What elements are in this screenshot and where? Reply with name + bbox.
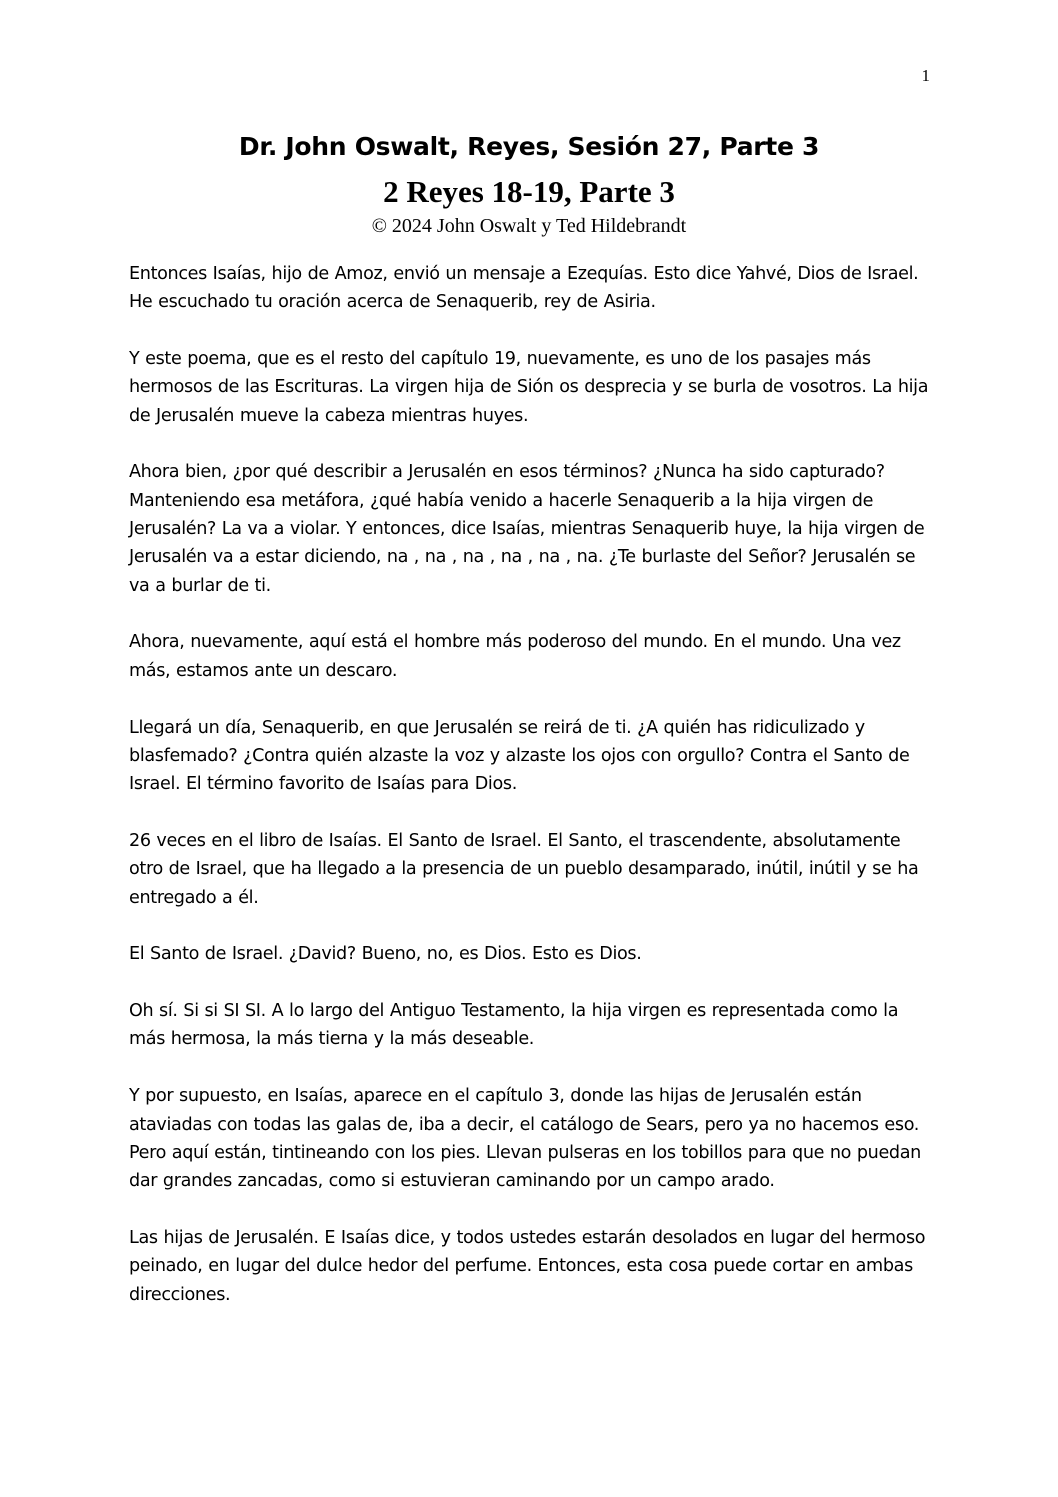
paragraph: Y este poema, que es el resto del capítulo 19, nuevamente, es uno de los pasajes más hermosos de las Escrituras. La virgen hija de Sión os desprecia y se burla de vosotros. La hija de Jerusalén mueve la cabeza mientras huyes. xyxy=(129,349,929,426)
transcript-body xyxy=(129,260,939,1337)
paragraph: Ahora bien, ¿por qué describir a Jerusalén en esos términos? ¿Nunca ha sido capturado? Manteniendo esa metáfora, ¿qué había venido a hacerle Senaquerib a la hija virgen de Jerusalén? La va a violar. Y entonces, dice Isaías, mientras Senaquerib huye, la hija virgen de Jerusalén va a estar diciendo, na , na , na , na , na , na. ¿Te burlaste del Señor? Jerusalén se va a burlar de ti. xyxy=(129,462,925,596)
paragraph: 26 veces en el libro de Isaías. El Santo de Israel. El Santo, el trascendente, absolutamente otro de Israel, que ha llegado a la presencia de un pueblo desamparado, inútil, inútil y se ha entregado a él. xyxy=(129,830,919,908)
document-title: Dr. John Oswalt, Reyes, Sesión 27, Parte 3 xyxy=(238,132,820,161)
paragraph: Entonces Isaías, hijo de Amoz, envió un mensaje a Ezequías. Esto dice Yahvé, Dios de Israel. He escuchado tu oración acerca de Senaquerib, rey de Asiria. xyxy=(129,264,919,313)
page-number: 1 xyxy=(921,66,930,85)
paragraph: El Santo de Israel. ¿David? Bueno, no, es Dios. Esto es Dios. xyxy=(129,944,642,965)
copyright-notice: © 2024 John Oswalt y Ted Hildebrandt xyxy=(371,215,687,237)
paragraph: Oh sí. Si si SI SI. A lo largo del Antiguo Testamento, la hija virgen es representada como la más hermosa, la más tierna y la más deseable. xyxy=(129,1001,899,1050)
paragraph: Y por supuesto, en Isaías, aparece en el capítulo 3, donde las hijas de Jerusalén están ataviadas con todas las galas de, iba a decir, el catálogo de Sears, pero ya no hacemos eso. Pero aquí están, tintineando con los pies. Llevan pulseras en los tobillos para que no puedan dar grandes zancadas, como si estuvieran caminando por un campo arado. xyxy=(129,1086,921,1192)
paragraph: Ahora, nuevamente, aquí está el hombre más poderoso del mundo. En el mundo. Una vez más, estamos ante un descaro. xyxy=(129,632,901,681)
paragraph: Las hijas de Jerusalén. E Isaías dice, y todos ustedes estarán desolados en lugar del hermoso peinado, en lugar del dulce hedor del perfume. Entonces, esta cosa puede cortar en ambas direcciones. xyxy=(129,1227,926,1305)
paragraph: Llegará un día, Senaquerib, en que Jerusalén se reirá de ti. ¿A quién has ridiculizado y blasfemado? ¿Contra quién alzaste la voz y alzaste los ojos con orgullo? Contra el Santo de Israel. El término favorito de Isaías para Dios. xyxy=(129,717,910,795)
document-subtitle: 2 Reyes 18-19, Parte 3 xyxy=(383,174,675,209)
